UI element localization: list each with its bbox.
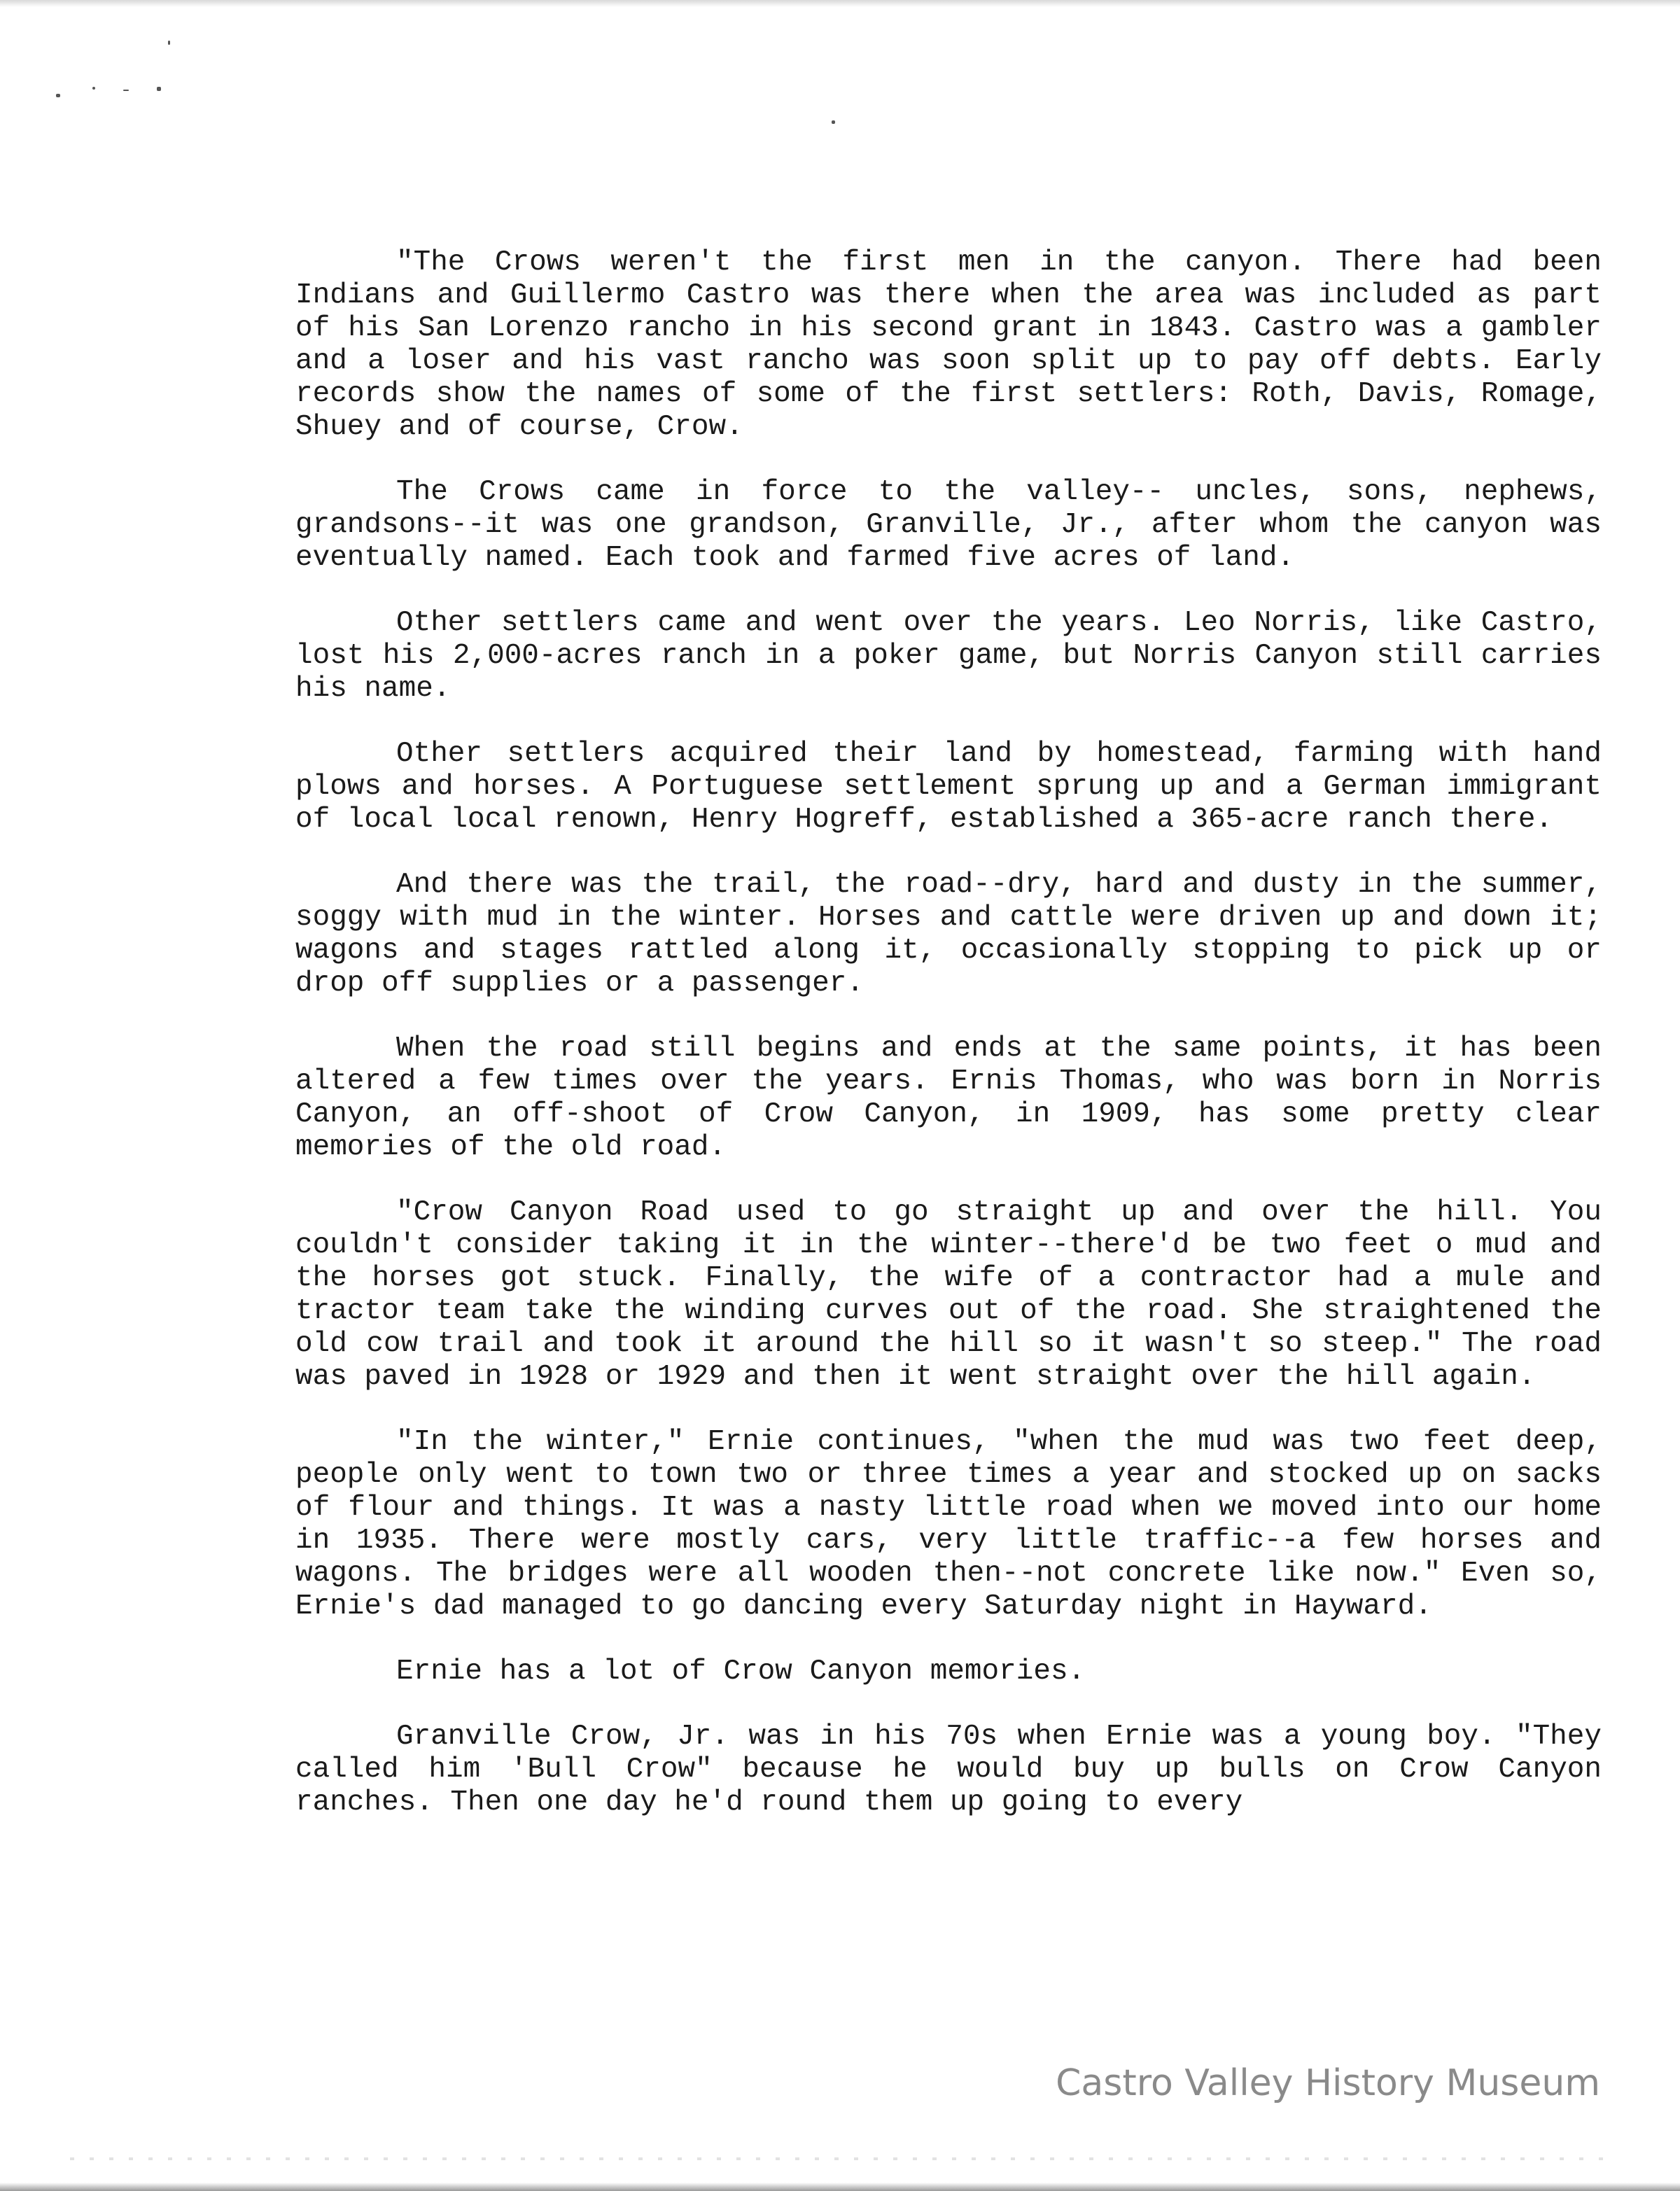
- paragraph-10: Granville Crow, Jr. was in his 70s when Ernie was a young boy. "They called him 'Bull Crow" because he would buy up bulls on Crow Canyon ranches. Then one day he'd round them up going to every: [295, 1721, 1602, 1819]
- paragraph-6: When the road still begins and ends at the same points, it has been altered a few times over the years. Ernis Thomas, who was born in Norris Canyon, an off-shoot of Crow Canyon, in 1909, has some pretty clear memories of the old road.: [295, 1032, 1602, 1163]
- museum-watermark: Castro Valley History Museum: [1056, 2062, 1600, 2104]
- document-body: [295, 246, 1602, 1851]
- paragraph-2: The Crows came in force to the valley-- uncles, sons, nephews, grandsons--it was one grandson, Granville, Jr., after whom the canyon was eventually named. Each took and farmed five acres of land.: [295, 476, 1602, 574]
- paragraph-5: And there was the trail, the road--dry, hard and dusty in the summer, soggy with mud in the winter. Horses and cattle were driven up and down it; wagons and stages rattled along it, occasionally stopping to pick up or drop off supplies or a passenger.: [295, 869, 1602, 1000]
- paragraph-1: "The Crows weren't the first men in the canyon. There had been Indians and Guillermo Castro was there when the area was included as part of his San Lorenzo rancho in his second grant in 1843. Castro was a gambler and a loser and his vast rancho was soon split up to pay off debts. Early records show the names of some of the first settlers: Roth, Davis, Romage, Shuey and of course, Crow.: [295, 246, 1602, 443]
- scan-speck: [168, 41, 170, 45]
- scan-speck: [56, 94, 60, 97]
- paragraph-7: "Crow Canyon Road used to go straight up and over the hill. You couldn't consider taking it in the winter--there'd be two feet o mud and the horses got stuck. Finally, the wife of a contractor had a mule and tractor team take the winding curves out of the road. She straightened the old cow trail and took it around the hill so it wasn't so steep." The road was paved in 1928 or 1929 and then it went straight over the hill again.: [295, 1196, 1602, 1393]
- scan-speck: [832, 120, 835, 124]
- scan-speck: [123, 90, 129, 91]
- paragraph-8: "In the winter," Ernie continues, "when the mud was two feet deep, people only went to town two or three times a year and stocked up on sacks of flour and things. It was a nasty little road when we moved into our home in 1935. There were mostly cars, very little traffic--a few horses and wagons. The bridges were all wooden then--not concrete like now." Even so, Ernie's dad managed to go dancing every Saturday night in Hayward.: [295, 1426, 1602, 1623]
- scan-bottom-edge: [0, 2183, 1680, 2191]
- scan-speck: [157, 87, 161, 91]
- scan-speck: [92, 87, 95, 90]
- paragraph-9: Ernie has a lot of Crow Canyon memories.: [396, 1656, 1086, 1688]
- scan-bottom-noise: [70, 2157, 1610, 2160]
- paragraph-3: Other settlers came and went over the years. Leo Norris, like Castro, lost his 2,000-acres ranch in a poker game, but Norris Canyon still carries his name.: [295, 607, 1602, 705]
- paragraph-4: Other settlers acquired their land by homestead, farming with hand plows and horses. A Portuguese settlement sprung up and a German immigrant of local local renown, Henry Hogreff, established a 365-acre ranch there.: [295, 738, 1602, 836]
- scan-top-edge: [0, 0, 1680, 7]
